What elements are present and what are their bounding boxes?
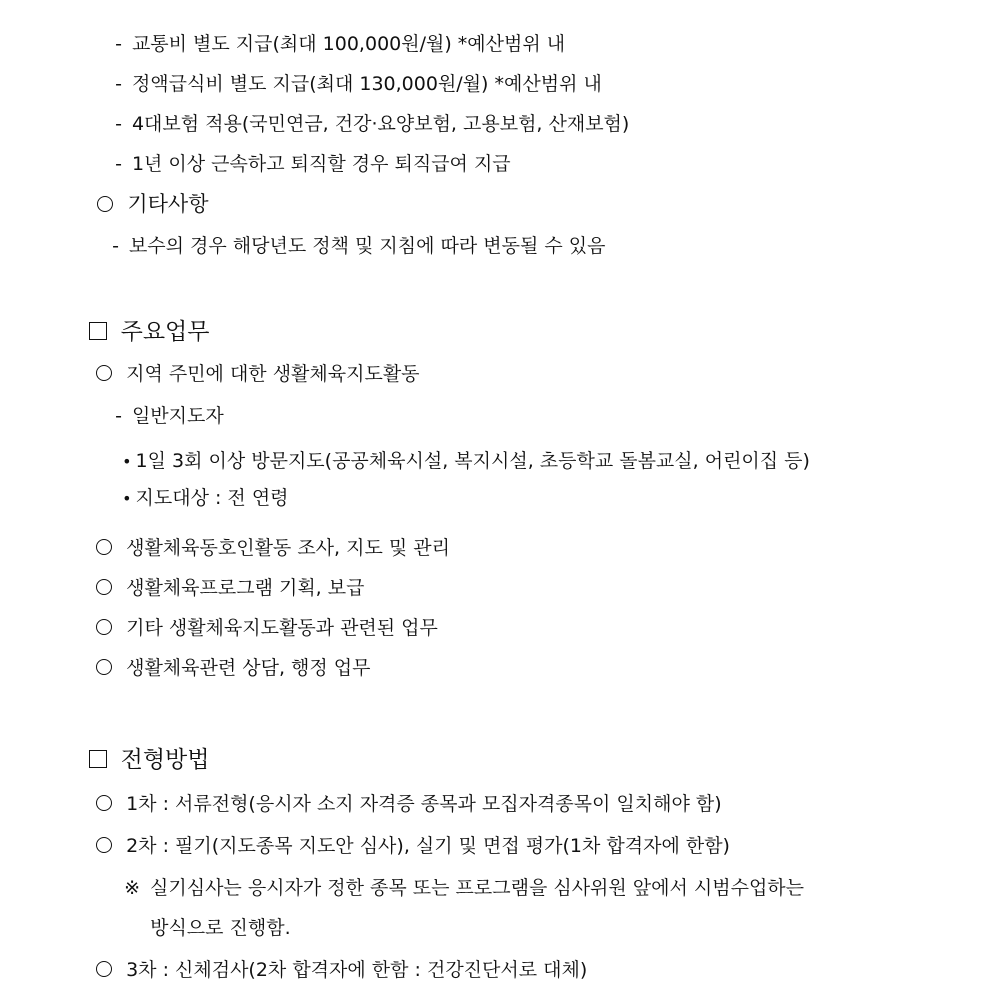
selection-note-continued: 방식으로 진행함. xyxy=(150,917,291,939)
selection-step-3: 3차 : 신체검사(2차 합격자에 한함 : 건강진단서로 대체) xyxy=(84,934,587,982)
square-bullet-icon xyxy=(89,750,107,768)
duty-item-other: 기타 생활체육지도활동과 관련된 업무 xyxy=(84,592,438,640)
duty-item-club: 생활체육동호인활동 조사, 지도 및 관리 xyxy=(84,512,450,560)
selection-step-1: 1차 : 서류전형(응시자 소지 자격증 종목과 모집자격종목이 일치해야 함) xyxy=(84,768,722,816)
duty-item-program: 생활체육프로그램 기획, 보급 xyxy=(84,552,364,600)
other-notes-item: - 보수의 경우 해당년도 정책 및 지침에 따라 변동될 수 있음 xyxy=(112,235,606,257)
duty-item-admin: 생활체육관련 상담, 행정 업무 xyxy=(84,632,371,680)
dot-bullet-icon: • xyxy=(122,452,132,471)
circle-bullet-icon xyxy=(96,365,112,381)
selection-step-2: 2차 : 필기(지도종목 지도안 심사), 실기 및 면접 평가(1차 합격자에 한함) xyxy=(84,810,730,858)
benefit-transport-text: 교통비 별도 지급(최대 100,000원/월) *예산범위 내 xyxy=(131,33,566,55)
benefit-meal: - 정액급식비 별도 지급(최대 130,000원/월) *예산범위 내 xyxy=(115,73,602,95)
selection-note: ※ 실기심사는 응시자가 정한 종목 또는 프로그램을 심사위원 앞에서 시범수업하는 xyxy=(124,877,805,899)
dot-bullet-icon: • xyxy=(122,489,132,508)
circle-bullet-icon xyxy=(96,837,112,853)
reference-mark-icon: ※ xyxy=(124,877,141,899)
benefit-transport: - 교통비 별도 지급(최대 100,000원/월) *예산범위 내 xyxy=(115,33,566,55)
duty-bullet-target: • 지도대상 : 전 연령 xyxy=(122,487,289,509)
circle-bullet-icon xyxy=(96,659,112,675)
duty-sub-general-instructor: - 일반지도자 xyxy=(115,405,224,427)
benefit-insurance-text: 4대보험 적용(국민연금, 건강·요양보험, 고용보험, 산재보험) xyxy=(131,113,630,135)
circle-bullet-icon xyxy=(96,961,112,977)
benefit-insurance: - 4대보험 적용(국민연금, 건강·요양보험, 고용보험, 산재보험) xyxy=(115,113,630,135)
benefit-severance: - 1년 이상 근속하고 퇴직할 경우 퇴직급여 지급 xyxy=(115,153,511,175)
duties-heading: 주요업무 xyxy=(74,290,210,346)
other-notes-heading: 기타사항 xyxy=(84,168,209,216)
benefit-severance-text: 1년 이상 근속하고 퇴직할 경우 퇴직급여 지급 xyxy=(131,153,511,175)
duty-item-guidance: 지역 주민에 대한 생활체육지도활동 xyxy=(84,338,420,386)
duty-bullet-visits: • 1일 3회 이상 방문지도(공공체육시설, 복지시설, 초등학교 돌봄교실, 어린이집 등) xyxy=(122,450,810,472)
selection-heading: 전형방법 xyxy=(74,718,210,774)
benefit-meal-text: 정액급식비 별도 지급(최대 130,000원/월) *예산범위 내 xyxy=(131,73,602,95)
circle-bullet-icon xyxy=(96,795,112,811)
